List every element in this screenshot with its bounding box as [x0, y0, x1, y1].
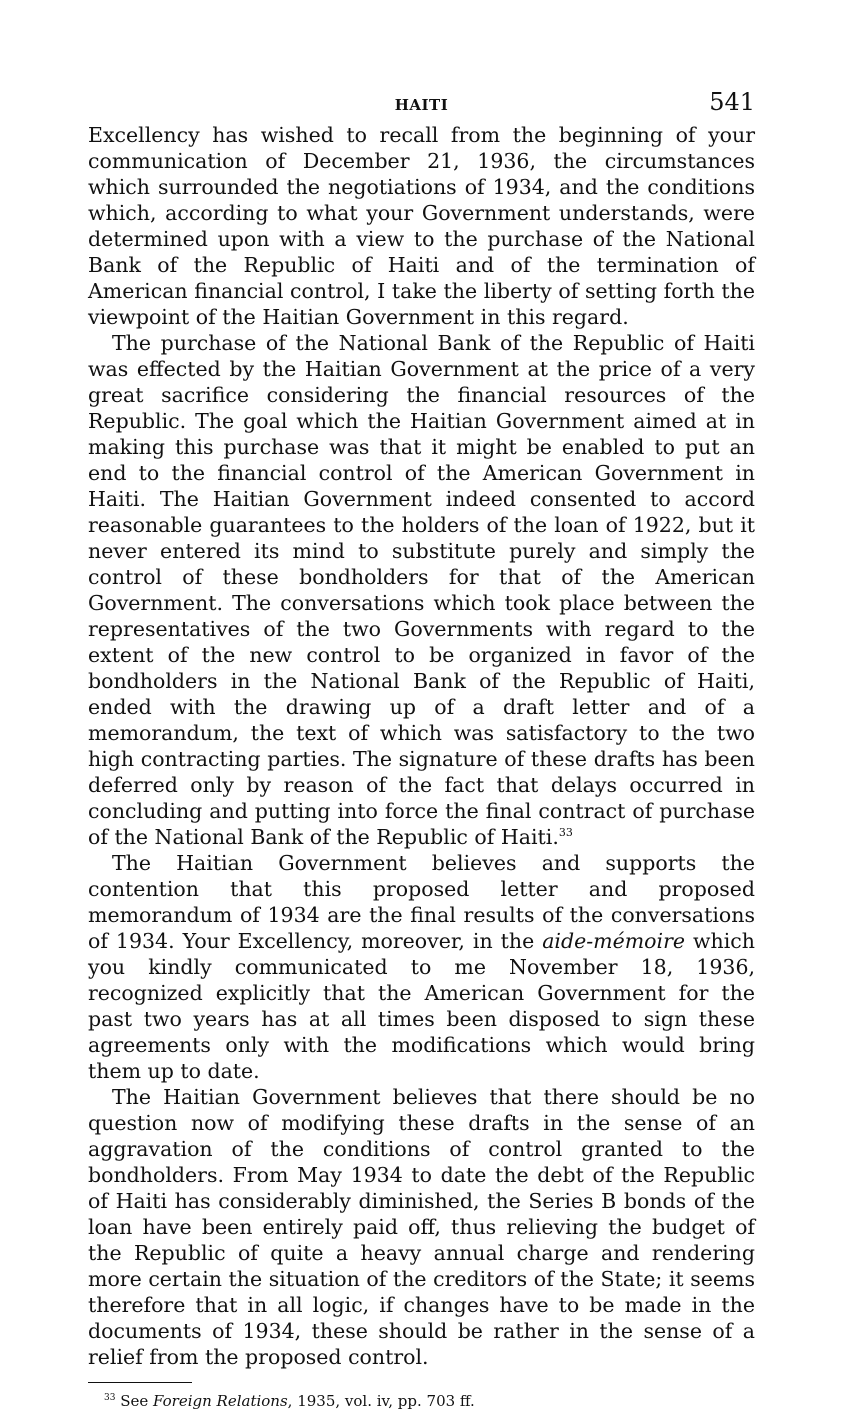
paragraph-1-text: Excellency has wished to recall from the beginning of your communication of December 21, 1936, the circumstances which surrounded the negotiations of 1934, and the conditions which, according to what your Government understands, were determined upon with a view to the purchase of the National Bank of the Republic of Haiti and of the termination of American financial control, I take the liberty of setting forth the viewpoint of the Haitian Government in this regard. [88, 123, 755, 329]
paragraph-3-text-before: The Haitian Government believes and supports the contention that this proposed letter and proposed memorandum of 1934 are the final results of the conversations of 1934. Your Excellency, moreover, in the [88, 851, 755, 953]
footnote-divider [88, 1382, 192, 1383]
footnote [88, 1391, 755, 1411]
paragraph-2 [88, 330, 755, 850]
paragraph-3-italic: aide-mémoire [542, 929, 686, 953]
paragraph-4 [88, 1084, 755, 1370]
page-header [88, 88, 755, 122]
body-text [88, 122, 755, 1370]
document-page [88, 88, 755, 1411]
paragraph-2-text: The purchase of the National Bank of the Republic of Haiti was effected by the Haitian Government at the price of a very great sacrifice considering the financial resources of the Republic. The goal which the Haitian Government aimed at in making this purchase was that it might be enabled to put an end to the financial control of the American Government in Haiti. The Haitian Government indeed consented to accord reasonable guarantees to the holders of the loan of 1922, but it never entered its mind to substitute purely and simply the control of these bondholders for that of the American Government. The conversations which took place between the representatives of the two Governments with regard to the extent of the new control to be organized in favor of the bondholders in the National Bank of the Republic of Haiti, ended with the drawing up of a draft letter and of a memorandum, the text of which was satisfactory to the two high contracting parties. The signature of these drafts has been deferred only by reason of the fact that delays occurred in concluding and putting into force the final contract of purchase of the National Bank of the Republic of Haiti. [88, 331, 755, 849]
paragraph-3 [88, 850, 755, 1084]
paragraph-1 [88, 122, 755, 330]
footnote-prefix: See [120, 1392, 154, 1410]
footnote-reference: 33 [558, 826, 573, 840]
paragraph-4-text: The Haitian Government believes that there should be no question now of modifying these drafts in the sense of an aggravation of the conditions of control granted to the bondholders. From May 1934 to date the debt of the Republic of Haiti has considerably diminished, the Series B bonds of the loan have been entirely paid off, thus relieving the budget of the Republic of quite a heavy annual charge and rendering more certain the situation of the creditors of the State; it seems therefore that in all logic, if changes have to be made in the documents of 1934, these should be rather in the sense of a relief from the proposed control. [88, 1085, 755, 1369]
paragraph-3-text-after: which you kindly communicated to me November 18, 1936, recognized explicitly that the American Government for the past two years has at all times been disposed to sign these agreements only with the modifications which would bring them up to date. [88, 929, 755, 1083]
running-head: HAITI [394, 96, 449, 114]
footnote-suffix: , 1935, vol. iv, pp. 703 ff. [287, 1392, 475, 1410]
page-number: 541 [709, 88, 755, 116]
footnote-marker: 33 [104, 1393, 116, 1403]
footnote-italic: Foreign Relations [153, 1392, 288, 1410]
